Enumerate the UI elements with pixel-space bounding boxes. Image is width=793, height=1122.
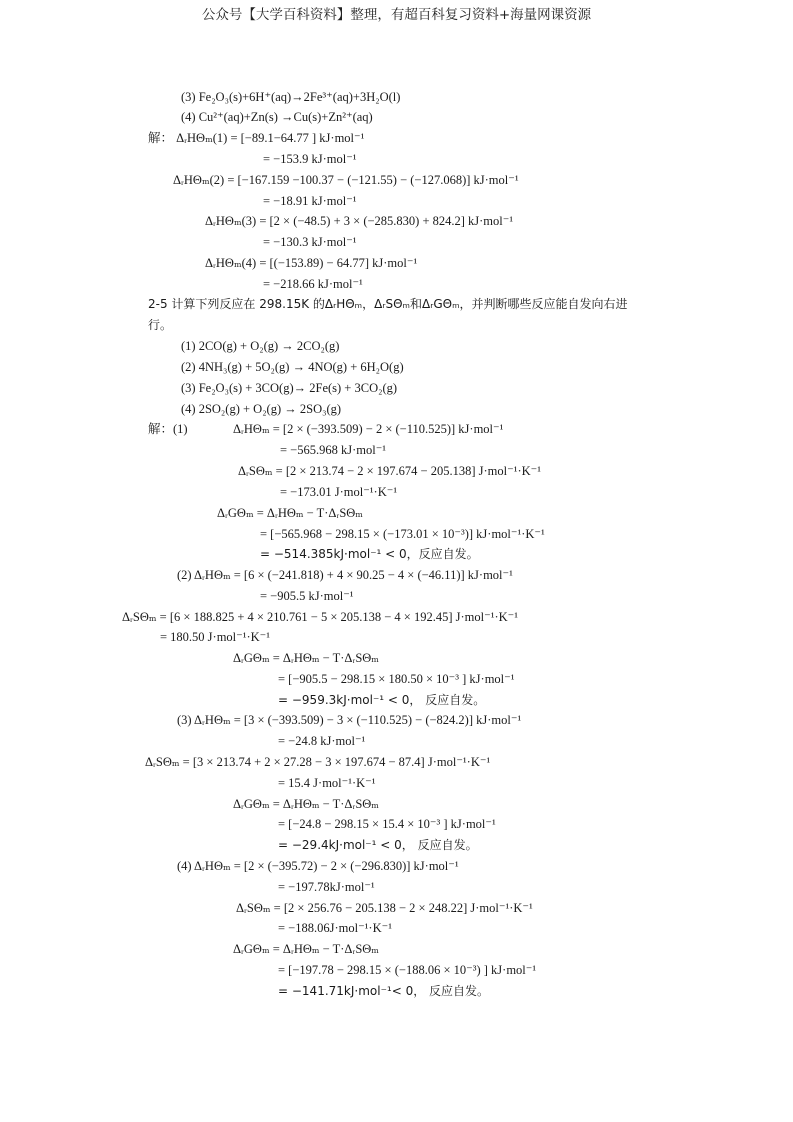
formula-line: ΔᵣSΘₘ = [3 × 213.74 + 2 × 27.28 − 3 × 197.674 − 87.4] J·mol⁻¹·K⁻¹	[145, 755, 491, 769]
formula-line: ΔᵣSΘₘ = [2 × 256.76 − 205.138 − 2 × 248.22] J·mol⁻¹·K⁻¹	[236, 901, 533, 915]
formula-line: ΔᵣGΘₘ = ΔᵣHΘₘ − T·ΔᵣSΘₘ	[233, 651, 379, 665]
result-line: = −905.5 kJ·mol⁻¹	[260, 589, 354, 603]
solution-label: 解：(1)	[148, 422, 188, 436]
result-line: = −173.01 J·mol⁻¹·K⁻¹	[280, 485, 398, 499]
conclusion-line: = −514.385kJ·mol⁻¹ < 0，反应自发。	[260, 547, 479, 561]
formula-line: ΔᵣGΘₘ = ΔᵣHΘₘ − T·ΔᵣSΘₘ	[233, 942, 379, 956]
result-line: = −188.06J·mol⁻¹·K⁻¹	[278, 921, 392, 935]
result-line: = −565.968 kJ·mol⁻¹	[280, 443, 387, 457]
formula-line: ΔᵣHΘₘ(2) = [−167.159 −100.37 − (−121.55) − (−127.068)] kJ·mol⁻¹	[173, 173, 519, 187]
formula-line: ΔᵣGΘₘ = ΔᵣHΘₘ − T·ΔᵣSΘₘ	[217, 506, 363, 520]
result-line: = −130.3 kJ·mol⁻¹	[263, 235, 357, 249]
formula-line: ΔᵣSΘₘ = [6 × 188.825 + 4 × 210.761 − 5 × 205.138 − 4 × 192.45] J·mol⁻¹·K⁻¹	[122, 610, 519, 624]
result-line: = −18.91 kJ·mol⁻¹	[263, 194, 357, 208]
result-line: = −218.66 kJ·mol⁻¹	[263, 277, 363, 291]
result-line: = [−197.78 − 298.15 × (−188.06 × 10⁻³) ] kJ·mol⁻¹	[278, 963, 537, 977]
reaction-item: (3) Fe₂O₃(s) + 3CO(g)→ 2Fe(s) + 3CO₂(g)	[181, 381, 398, 395]
formula-line: ΔᵣGΘₘ = ΔᵣHΘₘ − T·ΔᵣSΘₘ	[233, 797, 379, 811]
formula-line: (3) ΔᵣHΘₘ = [3 × (−393.509) − 3 × (−110.525) − (−824.2)] kJ·mol⁻¹	[177, 713, 522, 727]
formula-line: ΔᵣSΘₘ = [2 × 213.74 − 2 × 197.674 − 205.138] J·mol⁻¹·K⁻¹	[238, 464, 541, 478]
result-line: = −24.8 kJ·mol⁻¹	[278, 734, 366, 748]
result-line: = −197.78kJ·mol⁻¹	[278, 880, 375, 894]
reaction-item: (1) 2CO(g) + O₂(g) → 2CO₂(g)	[181, 339, 340, 353]
result-line: = 15.4 J·mol⁻¹·K⁻¹	[278, 776, 376, 790]
result-line: = −153.9 kJ·mol⁻¹	[263, 152, 357, 166]
formula-line: ΔᵣHΘₘ(3) = [2 × (−48.5) + 3 × (−285.830) + 824.2] kJ·mol⁻¹	[205, 214, 514, 228]
formula-line: (2) ΔᵣHΘₘ = [6 × (−241.818) + 4 × 90.25 − 4 × (−46.11)] kJ·mol⁻¹	[177, 568, 513, 582]
reaction-item: (2) 4NH₃(g) + 5O₂(g) → 4NO(g) + 6H₂O(g)	[181, 360, 404, 374]
solution-line: 解： ΔᵣHΘₘ(1) = [−89.1−64.77 ] kJ·mol⁻¹	[148, 131, 365, 145]
formula-line: ΔᵣHΘₘ(4) = [(−153.89) − 64.77] kJ·mol⁻¹	[205, 256, 418, 270]
conclusion-line: = −29.4kJ·mol⁻¹ < 0， 反应自发。	[278, 838, 478, 852]
result-line: = [−24.8 − 298.15 × 15.4 × 10⁻³ ] kJ·mol⁻¹	[278, 817, 496, 831]
formula-line: ΔᵣHΘₘ = [2 × (−393.509) − 2 × (−110.525)] kJ·mol⁻¹	[233, 422, 504, 436]
result-line: = [−905.5 − 298.15 × 180.50 × 10⁻³ ] kJ·mol⁻¹	[278, 672, 515, 686]
conclusion-line: = −141.71kJ·mol⁻¹< 0， 反应自发。	[278, 984, 490, 998]
result-line: = 180.50 J·mol⁻¹·K⁻¹	[160, 630, 271, 644]
page-header: 公众号【大学百科资料】整理，有超百科复习资料+海量网课资源	[201, 7, 592, 23]
problem-2-5-title-cont: 行。	[148, 318, 173, 332]
result-line: = [−565.968 − 298.15 × (−173.01 × 10⁻³)] kJ·mol⁻¹·K⁻¹	[260, 527, 545, 541]
reaction-3: (3) Fe₂O₃(s)+6H⁺(aq)→2Fe³⁺(aq)+3H₂O(l)	[181, 90, 401, 104]
formula-line: (4) ΔᵣHΘₘ = [2 × (−395.72) − 2 × (−296.830)] kJ·mol⁻¹	[177, 859, 459, 873]
reaction-item: (4) 2SO₂(g) + O₂(g) → 2SO₃(g)	[181, 402, 342, 416]
problem-2-5-title: 2-5 计算下列反应在 298.15K 的ΔᵣHΘₘ，ΔᵣSΘₘ和ΔᵣGΘₘ，并判断哪些反应能自发向右进	[148, 297, 628, 311]
reaction-4: (4) Cu²⁺(aq)+Zn(s) →Cu(s)+Zn²⁺(aq)	[181, 110, 373, 124]
conclusion-line: = −959.3kJ·mol⁻¹ < 0， 反应自发。	[278, 693, 486, 707]
